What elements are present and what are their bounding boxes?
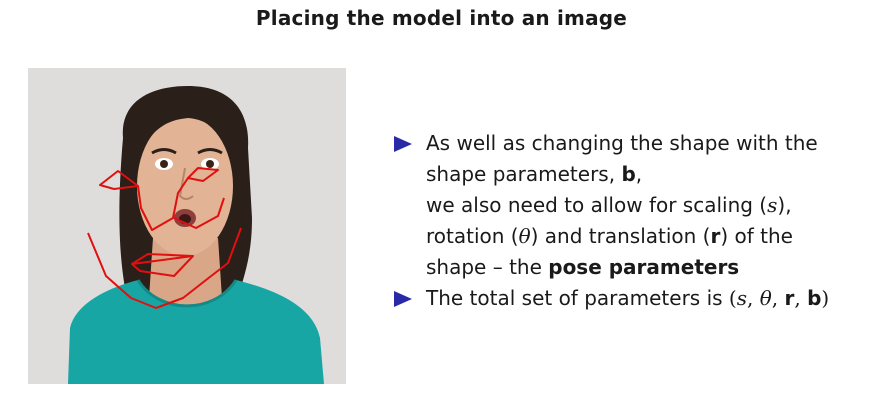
symbol-s: s (767, 193, 778, 217)
bullet-line: As well as changing the shape with the (426, 131, 818, 155)
symbol-theta: θ (518, 224, 531, 248)
bullet-line: The total set of parameters is (s, θ, r, b) (426, 286, 830, 310)
bullet-item-pose (393, 128, 863, 283)
portrait-illustration (28, 68, 346, 384)
bullet-list (393, 128, 863, 314)
pose-parameters-term: pose parameters (548, 255, 740, 279)
symbol-theta: θ (759, 286, 772, 310)
symbol-r: r (710, 224, 721, 248)
bullet-marker-icon (394, 291, 412, 307)
bullet-line: rotation (θ) and translation (r) of the (426, 224, 793, 248)
bullet-line: we also need to allow for scaling (s), (426, 193, 792, 217)
symbol-r: r (784, 286, 795, 310)
bullet-line: shape parameters, b, (426, 162, 643, 186)
symbol-s: s (736, 286, 747, 310)
bullet-marker-icon (394, 136, 412, 152)
symbol-b: b (807, 286, 822, 310)
bullet-line: shape – the pose parameters (426, 255, 740, 279)
symbol-b: b (621, 162, 636, 186)
bullet-item-total-parameters (393, 283, 863, 314)
portrait-image (28, 68, 346, 384)
slide-title: Placing the model into an image (255, 6, 628, 30)
